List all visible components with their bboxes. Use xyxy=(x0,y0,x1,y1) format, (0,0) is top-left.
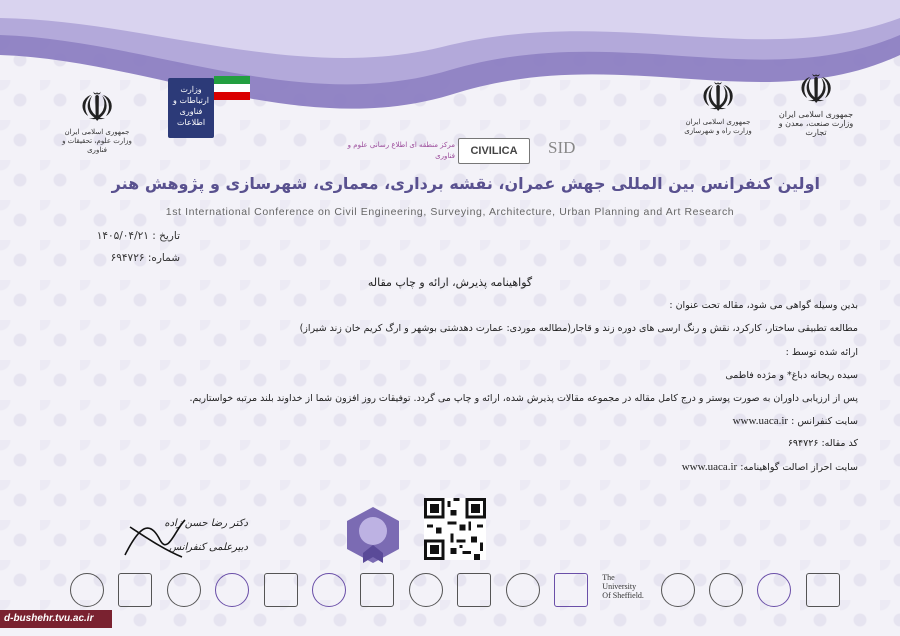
code-label: کد مقاله: xyxy=(821,438,858,449)
left-emblem-caption: جمهوری اسلامی ایران وزارت علوم، تحقیقات و فناوری xyxy=(62,128,132,154)
right-emblem-1-caption: جمهوری اسلامی ایران وزارت راه و شهرسازی xyxy=(684,118,752,135)
sponsor-logo xyxy=(215,573,249,607)
verify-row xyxy=(98,461,858,473)
sponsor-logo xyxy=(118,573,152,607)
sponsor-logo xyxy=(70,573,104,607)
right-emblem-2 xyxy=(768,67,864,137)
intro-text: بدین وسیله گواهی می شود، مقاله تحت عنوان : xyxy=(669,300,858,311)
code-row xyxy=(98,438,858,449)
right-emblem-2-caption: جمهوری اسلامی ایران وزارت صنعت، معدن و تجارت xyxy=(778,110,854,137)
right-emblem-1 xyxy=(682,75,754,136)
sponsor-logo xyxy=(409,573,443,607)
sponsor-logo xyxy=(806,573,840,607)
sponsor-logo xyxy=(264,573,298,607)
ricest-logo: مرکز منطقه ای اطلاع رسانی علوم و فناوری xyxy=(347,141,455,160)
iran-emblem-icon: ☫ xyxy=(798,67,834,113)
sponsor-logo xyxy=(312,573,346,607)
verify-url[interactable]: www.uaca.ir xyxy=(681,461,738,473)
iran-emblem-icon: ☫ xyxy=(700,75,736,121)
brain-award-icon xyxy=(345,505,401,565)
sheffield-logo: The University Of Sheffield. xyxy=(602,573,644,600)
left-emblem xyxy=(62,85,132,155)
site-label: سایت کنفرانس : xyxy=(791,416,858,427)
civilica-logo: CIVILICA xyxy=(458,138,530,164)
qr-code-icon[interactable] xyxy=(424,498,486,560)
iran-flag-icon xyxy=(214,76,250,100)
site-url[interactable]: www.uaca.ir xyxy=(732,415,789,427)
sponsor-logo xyxy=(506,573,540,607)
certificate-date: تاریخ : ۱۴۰۵/۰۴/۲۱ xyxy=(96,230,180,242)
sponsor-logo xyxy=(554,573,588,607)
certificate-heading: گواهینامه پذیرش، ارائه و چاپ مقاله xyxy=(367,276,533,289)
sponsor-logo xyxy=(360,573,394,607)
sid-logo: SID xyxy=(548,138,576,157)
conference-title-fa: اولین کنفرانس بین المللی جهش عمران، نقشه برداری، معماری، شهرسازی و پژوهش هنر xyxy=(111,174,820,193)
source-watermark: d-bushehr.tvu.ac.ir xyxy=(0,610,112,628)
sponsor-logo xyxy=(457,573,491,607)
certificate-number: شماره: ۶۹۴۷۲۶ xyxy=(110,252,180,264)
signature-scribble xyxy=(120,515,190,560)
paper-title: مطالعه تطبیقی ساختار، کارکرد، نقش و رنگ ارسی های دوره زند و قاجار(مطالعه موردی: عمارت دهدشتی بوشهر و ارگ کریم خان زند شیراز) xyxy=(299,323,858,334)
signer-role: دبیرعلمی کنفرانس xyxy=(168,542,248,553)
acceptance-text: پس از ارزیابی داوران به صورت پوستر و درج کامل مقاله در مجموعه مقالات پذیرش شده، ارائه و چاپ می گردد. توفیقات روز افزون شما از خداوند بلند مرتبه خواستاریم. xyxy=(189,393,858,404)
conference-title-en: 1st International Conference on Civil Engineering, Surveying, Architecture, Urban Planning and Art Research xyxy=(165,206,735,218)
sponsor-logo xyxy=(661,573,695,607)
site-row xyxy=(98,415,858,427)
sponsor-logo xyxy=(167,573,201,607)
sponsor-logo xyxy=(757,573,791,607)
sponsor-logo xyxy=(709,573,743,607)
verify-label: سایت احراز اصالت گواهینامه: xyxy=(740,462,858,473)
iran-emblem-icon: ☫ xyxy=(79,85,115,131)
code-value: ۶۹۴۷۲۶ xyxy=(787,438,819,449)
ict-logo-text: وزارت ارتباطات و فناوری اطلاعات xyxy=(173,85,209,127)
header-wave xyxy=(0,0,900,150)
signer-name: دکتر رضا حسن زاده xyxy=(164,518,248,529)
presented-by-label: ارائه شده توسط : xyxy=(785,347,858,358)
sponsor-logos xyxy=(70,570,840,610)
authors: سیده ریحانه دباغ* و مژده فاطمی xyxy=(725,370,858,381)
